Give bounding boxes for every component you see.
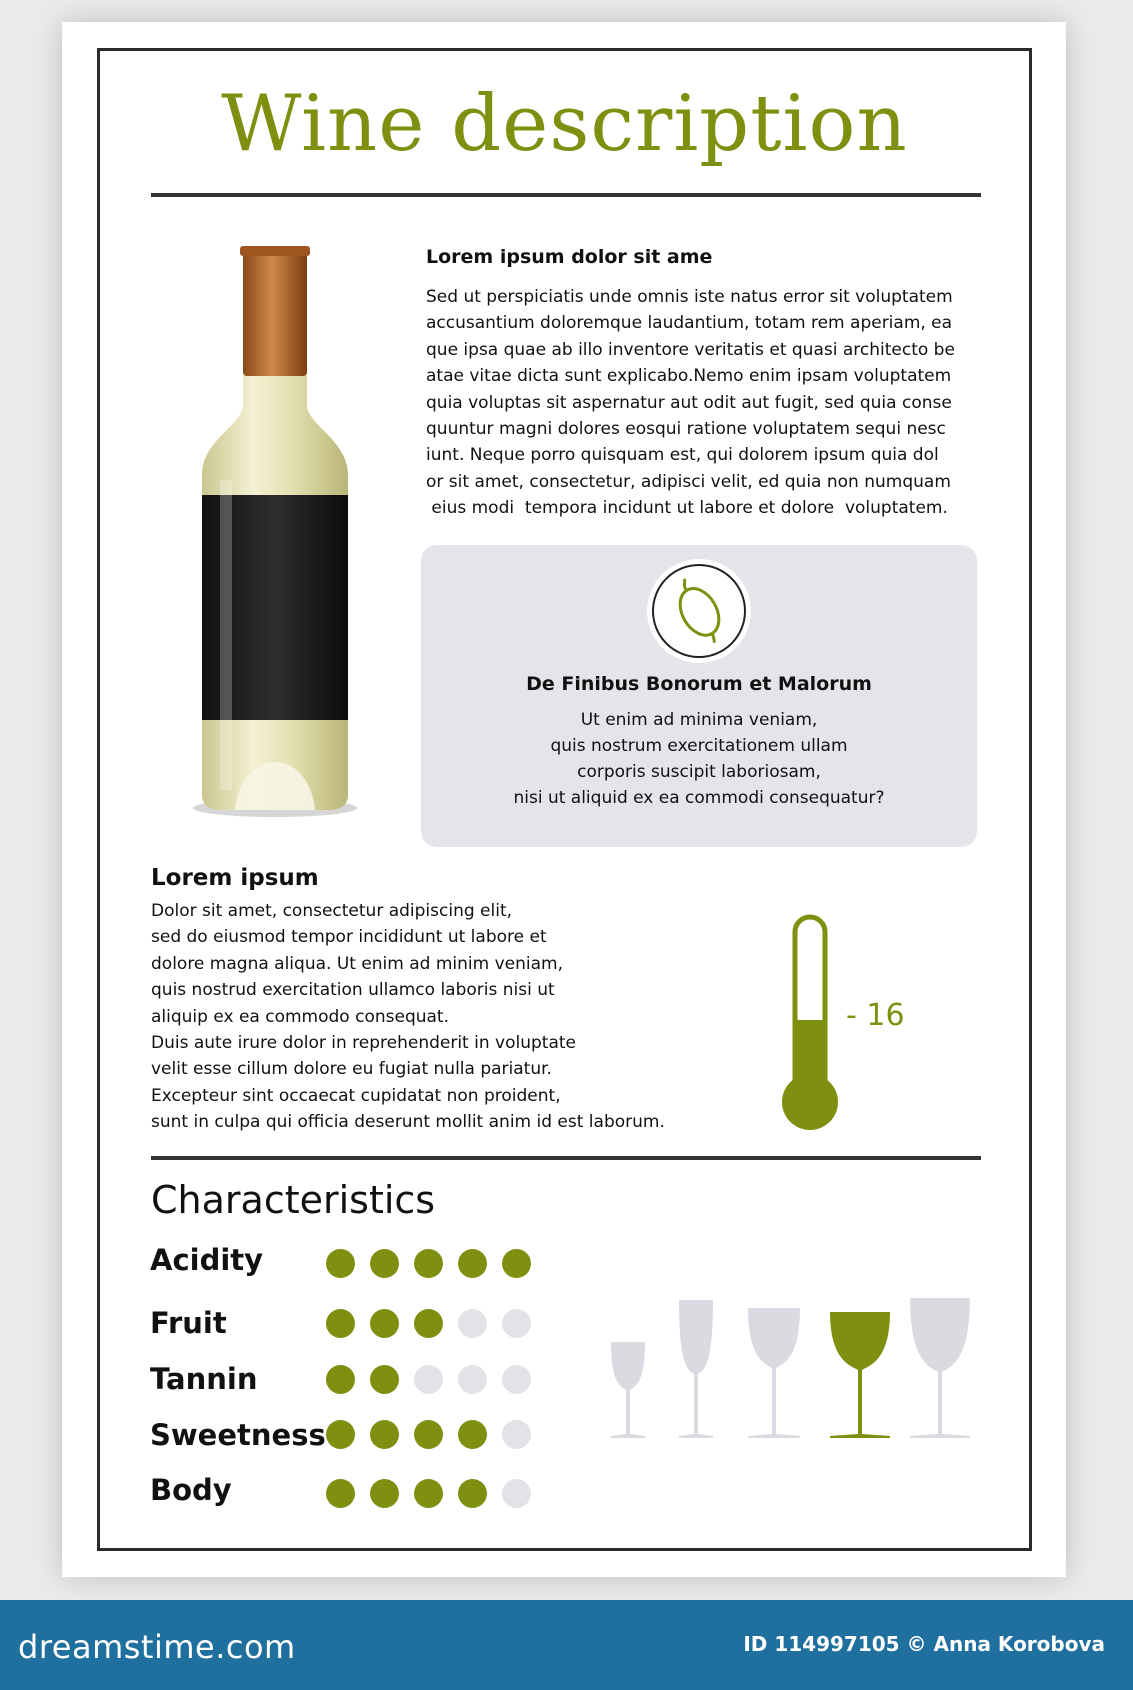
lorem-heading: Lorem ipsum [151, 865, 319, 891]
rating-dot [370, 1420, 399, 1449]
lemon-icon [646, 558, 752, 664]
lorem-line: quis nostrud exercitation ullamco laboris nisi ut [151, 980, 555, 1001]
lorem-line: aliquip ex ea commodo consequat. [151, 1006, 450, 1027]
intro-line: Sed ut perspiciatis unde omnis iste natus error sit voluptatem [426, 287, 953, 307]
lorem-line: velit esse cillum dolore eu fugiat nulla pariatur. [151, 1059, 552, 1080]
info-box-line: Ut enim ad minima veniam, [580, 710, 818, 730]
wine-bottle-illustration [180, 240, 370, 825]
lorem-paragraph [151, 898, 711, 1136]
rating-dot [370, 1365, 399, 1394]
rating-dot [370, 1479, 399, 1508]
info-box-line: nisi ut aliquid ex ea commodi consequatur? [513, 788, 885, 808]
rating-dot [414, 1309, 443, 1338]
rating-dot [458, 1365, 487, 1394]
rating-dot [326, 1420, 355, 1449]
rating-dot [370, 1249, 399, 1278]
rating-dot [414, 1365, 443, 1394]
info-box-heading: De Finibus Bonorum et Malorum [526, 673, 872, 695]
rating-dot [326, 1249, 355, 1278]
intro-line: or sit amet, consectetur, adipisci velit, ed quia non numquam [426, 471, 951, 492]
intro-line: eius modi tempora incidunt ut labore et dolore voluptatem. [426, 498, 948, 519]
info-box-line: corporis suscipit laboriosam, [577, 762, 821, 782]
lorem-line: sunt in culpa qui officia deserunt mollit anim id est laborum. [151, 1112, 665, 1133]
intro-line: quia voluptas sit aspernatur aut odit aut fugit, sed quia conse [426, 392, 952, 413]
lorem-line: dolore magna aliqua. Ut enim ad minim veniam, [151, 953, 564, 974]
wine-glass-icon [611, 1342, 645, 1438]
rating-dot [502, 1365, 531, 1394]
wine-glass-icon [830, 1312, 890, 1438]
characteristic-label-body: Body [150, 1473, 232, 1507]
characteristics-heading: Characteristics [151, 1178, 436, 1222]
page-title: Wine description [221, 79, 908, 169]
wine-glass-icon [910, 1298, 970, 1438]
image-credit: ID 114997105 © Anna Korobova [743, 1632, 1105, 1656]
rating-dot [502, 1309, 531, 1338]
wine-glass-types [596, 1290, 980, 1440]
rating-dot [414, 1249, 443, 1278]
lorem-line: Duis aute irure dolor in reprehenderit in voluptate [151, 1033, 576, 1054]
rating-dot [458, 1249, 487, 1278]
intro-line: quuntur magni dolores eosqui ratione voluptatem sequi nesc [426, 419, 946, 440]
intro-line: atae vitae dicta sunt explicabo.Nemo enim ipsam voluptatem [426, 366, 952, 387]
rating-dot [414, 1479, 443, 1508]
intro-line: accusantium doloremque laudantium, totam rem aperiam, ea [426, 313, 953, 334]
intro-line: iunt. Neque porro quisquam est, qui dolorem ipsum quia dol [426, 445, 939, 466]
intro-heading: Lorem ipsum dolor sit ame [426, 246, 713, 268]
rating-dot [502, 1420, 531, 1449]
lorem-line: Excepteur sint occaecat cupidatat non proident, [151, 1085, 561, 1106]
lorem-line: Dolor sit amet, consectetur adipiscing elit, [151, 901, 513, 921]
wine-glass-icon [679, 1300, 713, 1438]
temperature-label: - 16 [846, 998, 905, 1033]
characteristics-divider [151, 1156, 981, 1160]
characteristic-label-acidity: Acidity [150, 1243, 264, 1277]
rating-dot [502, 1249, 531, 1278]
lorem-line: sed do eiusmod tempor incididunt ut labore et [151, 927, 547, 948]
characteristic-label-fruit: Fruit [150, 1306, 227, 1340]
characteristic-label-sweetness: Sweetness [150, 1418, 326, 1452]
rating-dot [502, 1479, 531, 1508]
wine-glass-icon [748, 1308, 800, 1438]
thermometer-icon [780, 912, 840, 1132]
rating-dot [370, 1309, 399, 1338]
intro-paragraph [426, 284, 966, 522]
info-box-line: quis nostrum exercitationem ullam [550, 736, 848, 756]
characteristic-label-tannin: Tannin [150, 1362, 258, 1396]
rating-dot [326, 1479, 355, 1508]
rating-dot [414, 1420, 443, 1449]
intro-line: que ipsa quae ab illo inventore veritatis et quasi architecto be [426, 339, 955, 360]
rating-dot [458, 1420, 487, 1449]
dreamstime-logo: dreamstime.com [18, 1628, 296, 1666]
rating-dot [458, 1309, 487, 1338]
title-divider [151, 193, 981, 197]
rating-dot [326, 1365, 355, 1394]
rating-dot [458, 1479, 487, 1508]
rating-dot [326, 1309, 355, 1338]
